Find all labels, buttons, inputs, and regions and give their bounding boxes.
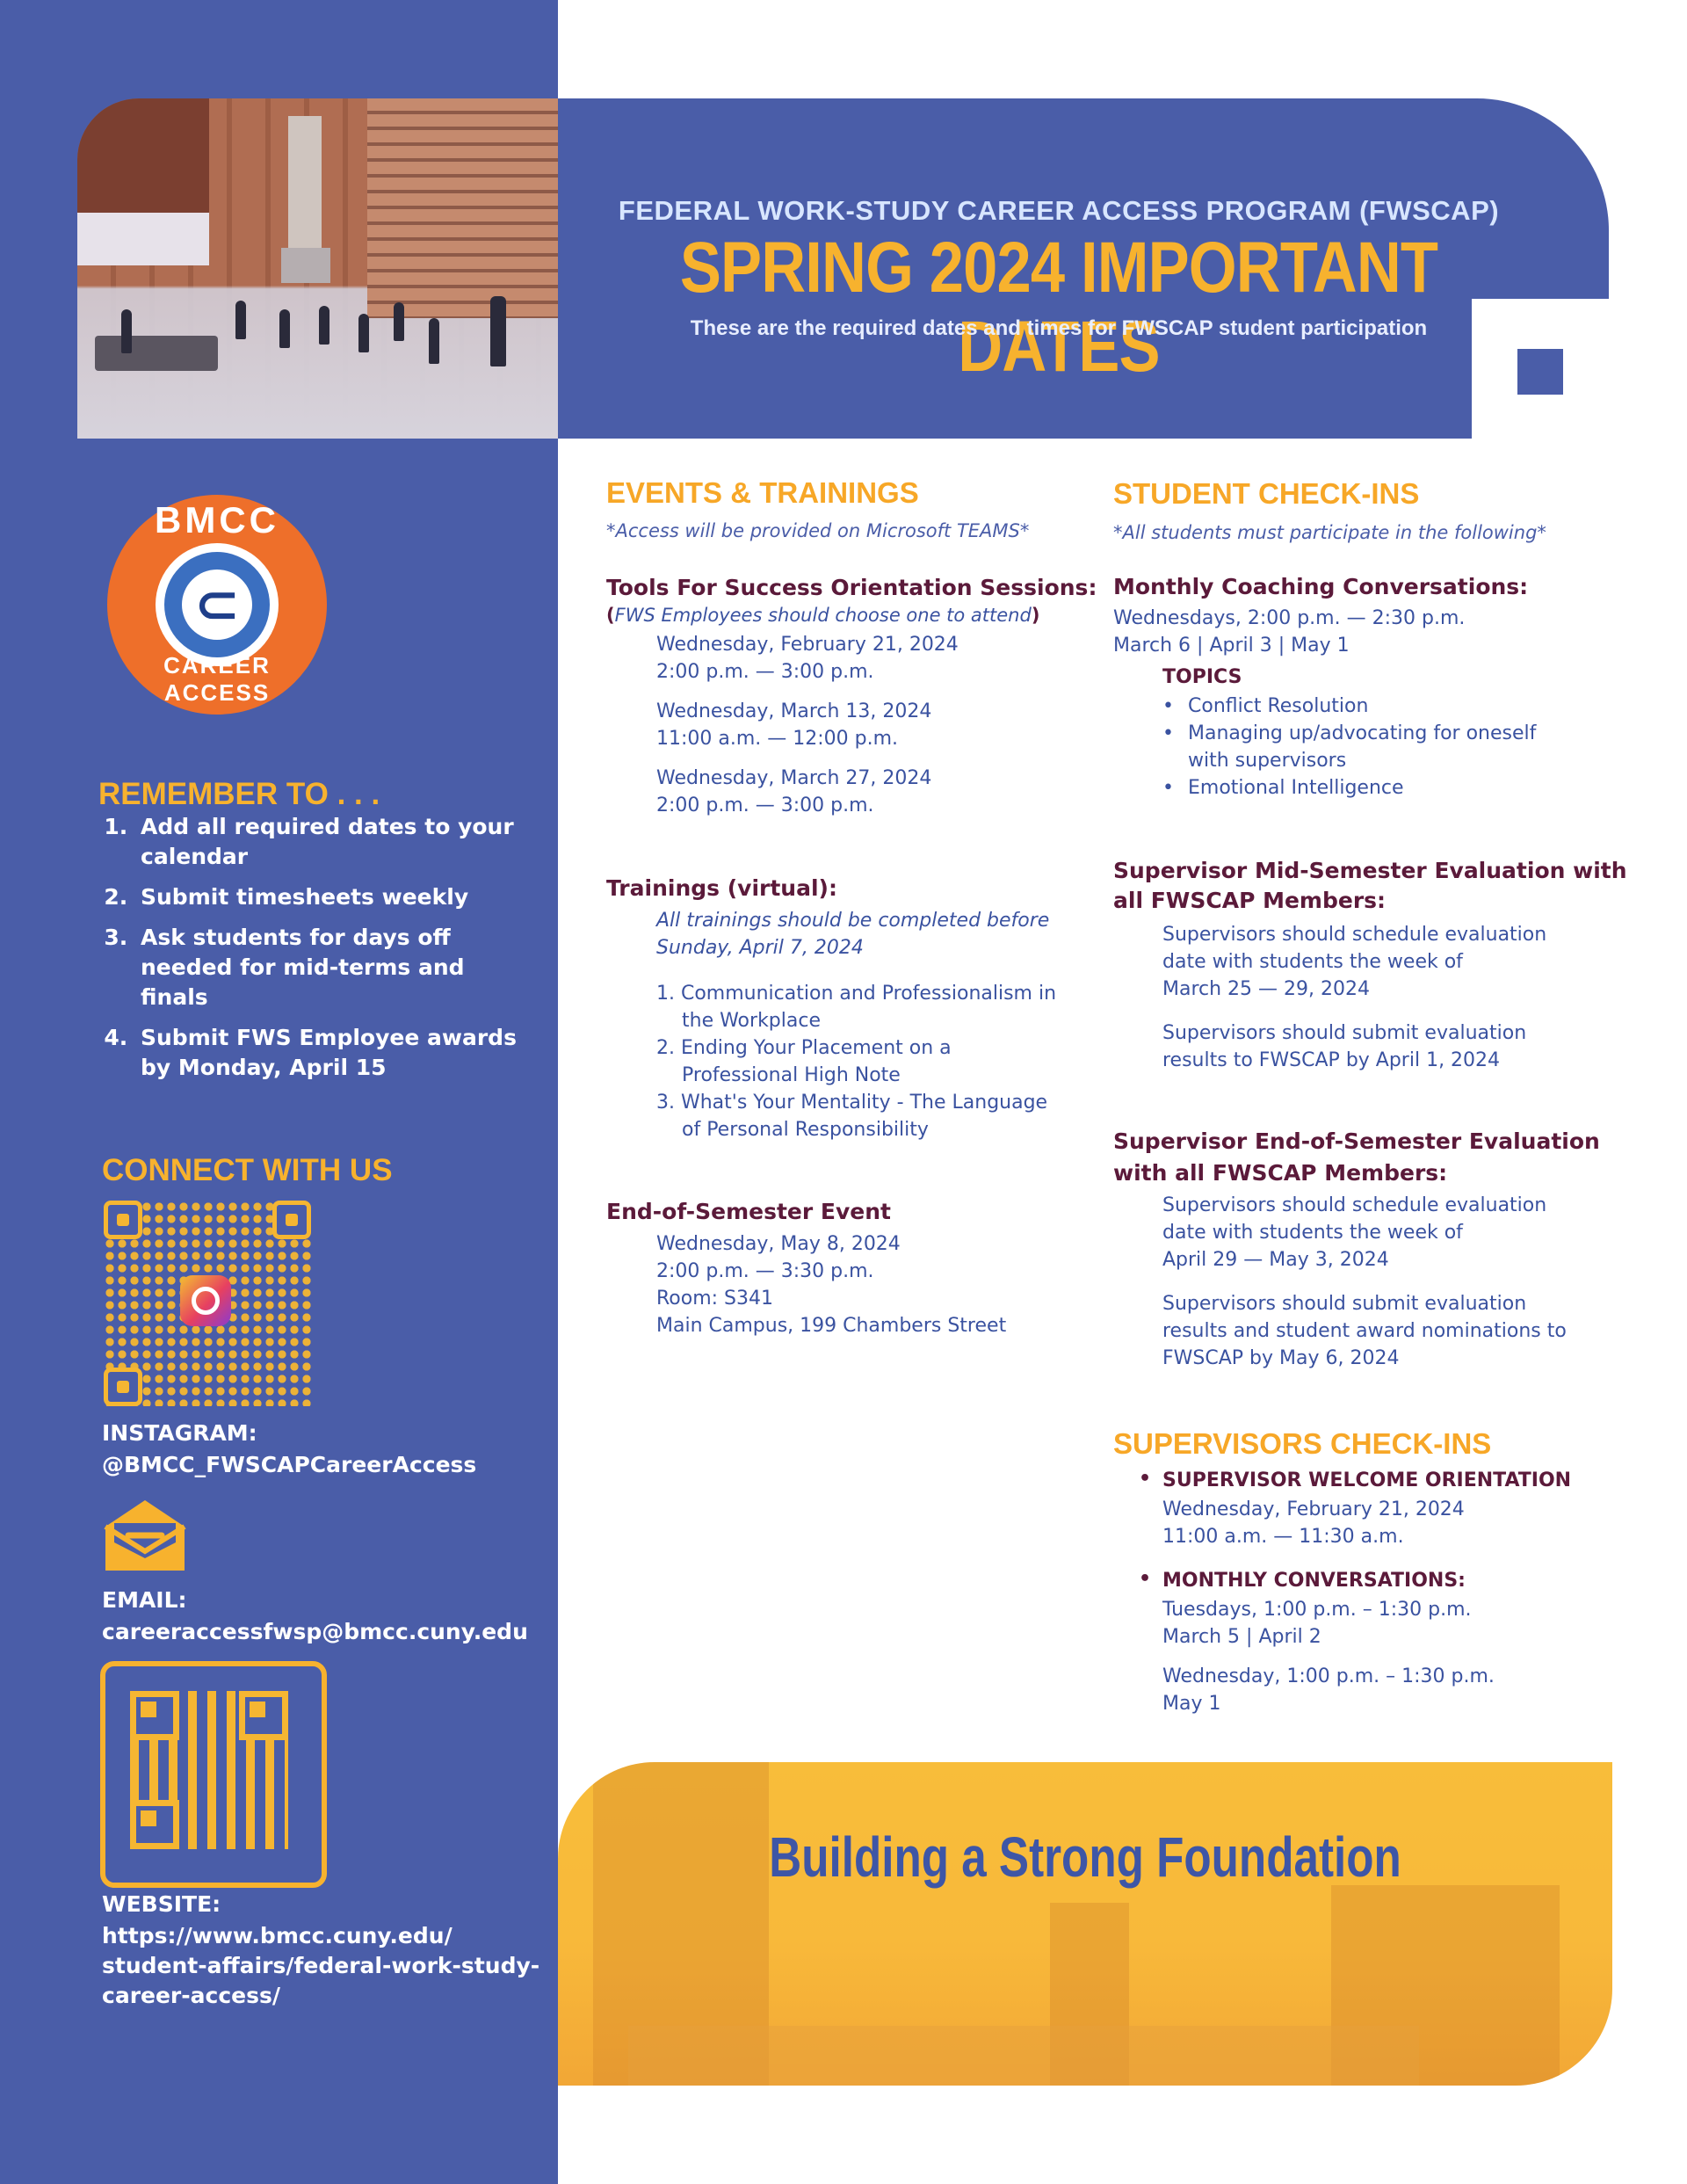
welcome-title: SUPERVISOR WELCOME ORIENTATION	[1162, 1469, 1572, 1491]
qr-finder-dot	[141, 1701, 156, 1717]
instagram-lens-icon	[192, 1287, 220, 1315]
bullet-icon: •	[1139, 1468, 1152, 1490]
monthly-line: May 1	[1162, 1693, 1221, 1715]
qr-finder-dot	[117, 1381, 129, 1393]
monthly-line: March 5 | April 2	[1162, 1626, 1321, 1648]
events-note: *Access will be provided on Microsoft TEAMS*	[606, 520, 1030, 541]
footer-banner	[558, 1762, 1612, 2086]
mid-eval-title: Supervisor Mid-Semester Evaluation with	[1113, 858, 1627, 883]
bullet-icon: •	[1139, 1568, 1152, 1590]
checkins-heading: STUDENT CHECK-INS	[1113, 477, 1420, 510]
bullet-icon: •	[1162, 695, 1174, 717]
trainings-note: All trainings should be completed before	[656, 910, 1050, 932]
remember-heading: REMEMBER TO . . .	[98, 777, 380, 811]
orientation-title: Tools For Success Orientation Sessions:	[606, 575, 1097, 600]
session-date: Wednesday, February 21, 2024	[656, 634, 959, 656]
events-heading: EVENTS & TRAININGS	[606, 476, 919, 509]
coaching-title: Monthly Coaching Conversations:	[1113, 574, 1529, 599]
mid-eval-line: March 25 — 29, 2024	[1162, 978, 1371, 1000]
training-item-cont: the Workplace	[682, 1010, 821, 1032]
topics-label: TOPICS	[1162, 666, 1242, 688]
mid-eval-line: Supervisors should submit evaluation	[1162, 1022, 1527, 1044]
program-title: FEDERAL WORK-STUDY CAREER ACCESS PROGRAM (FWSCAP)	[618, 195, 1500, 226]
mid-eval-title: all FWSCAP Members:	[1113, 888, 1387, 913]
monthly-line: Wednesday, 1:00 p.m. – 1:30 p.m.	[1162, 1665, 1495, 1687]
end-event-line: Wednesday, May 8, 2024	[656, 1233, 901, 1255]
training-item: 2. Ending Your Placement on a	[656, 1037, 952, 1059]
training-item: 1. Communication and Professionalism in	[656, 983, 1057, 1005]
trainings-title: Trainings (virtual):	[606, 875, 837, 901]
supervisors-heading: SUPERVISORS CHECK-INS	[1113, 1427, 1492, 1460]
remember-item: 2. Submit timesheets weekly	[135, 882, 522, 912]
end-eval-line: FWSCAP by May 6, 2024	[1162, 1347, 1400, 1369]
end-eval-line: date with students the week of	[1162, 1222, 1463, 1244]
training-item: 3. What's Your Mentality - The Language	[656, 1092, 1048, 1114]
remember-list	[98, 812, 522, 1093]
website-link[interactable]: https://www.bmcc.cuny.edu/	[102, 1923, 453, 1948]
remember-item: 4. Submit FWS Employee awards by Monday, April 15	[135, 1023, 522, 1083]
topic-item: Emotional Intelligence	[1188, 777, 1404, 799]
page-subtitle: These are the required dates and times for FWSCAP student participation	[690, 316, 1428, 340]
decorative-square	[1517, 349, 1563, 395]
website-link[interactable]: career-access/	[102, 1983, 280, 2008]
email-link[interactable]: careeraccessfwsp@bmcc.cuny.edu	[102, 1619, 528, 1644]
website-link[interactable]: student-affairs/federal-work-study-	[102, 1953, 540, 1978]
session-time: 11:00 a.m. — 12:00 p.m.	[656, 728, 899, 750]
monthly-line: Tuesdays, 1:00 p.m. – 1:30 p.m.	[1162, 1599, 1472, 1621]
trainings-note: Sunday, April 7, 2024	[656, 937, 864, 959]
session-time: 2:00 p.m. — 3:00 p.m.	[656, 661, 874, 683]
mid-eval-line: Supervisors should schedule evaluation	[1162, 924, 1547, 946]
bullet-icon: •	[1162, 722, 1174, 744]
orientation-note-wrap: (FWS Employees should choose one to attend)	[606, 605, 1040, 626]
campus-photo	[77, 98, 559, 439]
qr-finder-dot	[250, 1701, 265, 1717]
instagram-label: INSTAGRAM:	[102, 1420, 257, 1446]
session-time: 2:00 p.m. — 3:00 p.m.	[656, 795, 874, 816]
website-label: WEBSITE:	[102, 1891, 221, 1917]
topic-item: Conflict Resolution	[1188, 695, 1369, 717]
monthly-title: MONTHLY CONVERSATIONS:	[1162, 1570, 1466, 1592]
end-eval-title: with all FWSCAP Members:	[1113, 1160, 1448, 1186]
instagram-handle[interactable]: @BMCC_FWSCAPCareerAccess	[102, 1452, 477, 1477]
footer-tagline: Building a Strong Foundation	[769, 1825, 1401, 1889]
qr-finder-dot	[286, 1214, 298, 1226]
remember-item: 3. Ask students for days off needed for mid-terms and finals	[135, 923, 522, 1012]
qr-finder-dot	[141, 1810, 156, 1826]
session-date: Wednesday, March 13, 2024	[656, 700, 932, 722]
end-event-line: Room: S341	[656, 1288, 774, 1310]
welcome-line: 11:00 a.m. — 11:30 a.m.	[1162, 1526, 1404, 1548]
remember-item: 1. Add all required dates to your calendar	[135, 812, 522, 872]
logo-bottom-text: CAREER ACCESS	[163, 652, 271, 706]
end-eval-line: April 29 — May 3, 2024	[1162, 1249, 1389, 1271]
end-eval-title: Supervisor End-of-Semester Evaluation	[1113, 1128, 1600, 1154]
end-event-line: Main Campus, 199 Chambers Street	[656, 1315, 1007, 1337]
end-eval-line: results and student award nominations to	[1162, 1320, 1567, 1342]
ladder-icon: ⊂	[182, 570, 252, 640]
mid-eval-line: results to FWSCAP by April 1, 2024	[1162, 1049, 1501, 1071]
logo-top-text: BMCC	[155, 499, 279, 541]
end-event-title: End-of-Semester Event	[606, 1199, 891, 1224]
coaching-time: Wednesdays, 2:00 p.m. — 2:30 p.m.	[1113, 607, 1466, 629]
qr-finder-dot	[117, 1214, 129, 1226]
email-label: EMAIL:	[102, 1587, 187, 1613]
connect-heading: CONNECT WITH US	[102, 1153, 393, 1187]
mail-icon	[102, 1497, 188, 1574]
end-eval-line: Supervisors should schedule evaluation	[1162, 1194, 1547, 1216]
topic-item-cont: with supervisors	[1188, 750, 1347, 772]
session-date: Wednesday, March 27, 2024	[656, 767, 932, 789]
training-item-cont: of Personal Responsibility	[682, 1119, 929, 1141]
end-eval-line: Supervisors should submit evaluation	[1162, 1293, 1527, 1315]
page-title: SPRING 2024 IMPORTANT DATES	[679, 228, 1438, 387]
training-item-cont: Professional High Note	[682, 1064, 901, 1086]
topic-item: Managing up/advocating for oneself	[1188, 722, 1537, 744]
mid-eval-line: date with students the week of	[1162, 951, 1463, 973]
orientation-note: FWS Employees should choose one to attend	[614, 605, 1032, 626]
coaching-dates: March 6 | April 3 | May 1	[1113, 635, 1350, 657]
welcome-line: Wednesday, February 21, 2024	[1162, 1498, 1465, 1520]
bullet-icon: •	[1162, 777, 1174, 799]
end-event-line: 2:00 p.m. — 3:30 p.m.	[656, 1260, 874, 1282]
checkins-note: *All students must participate in the following*	[1113, 522, 1546, 543]
